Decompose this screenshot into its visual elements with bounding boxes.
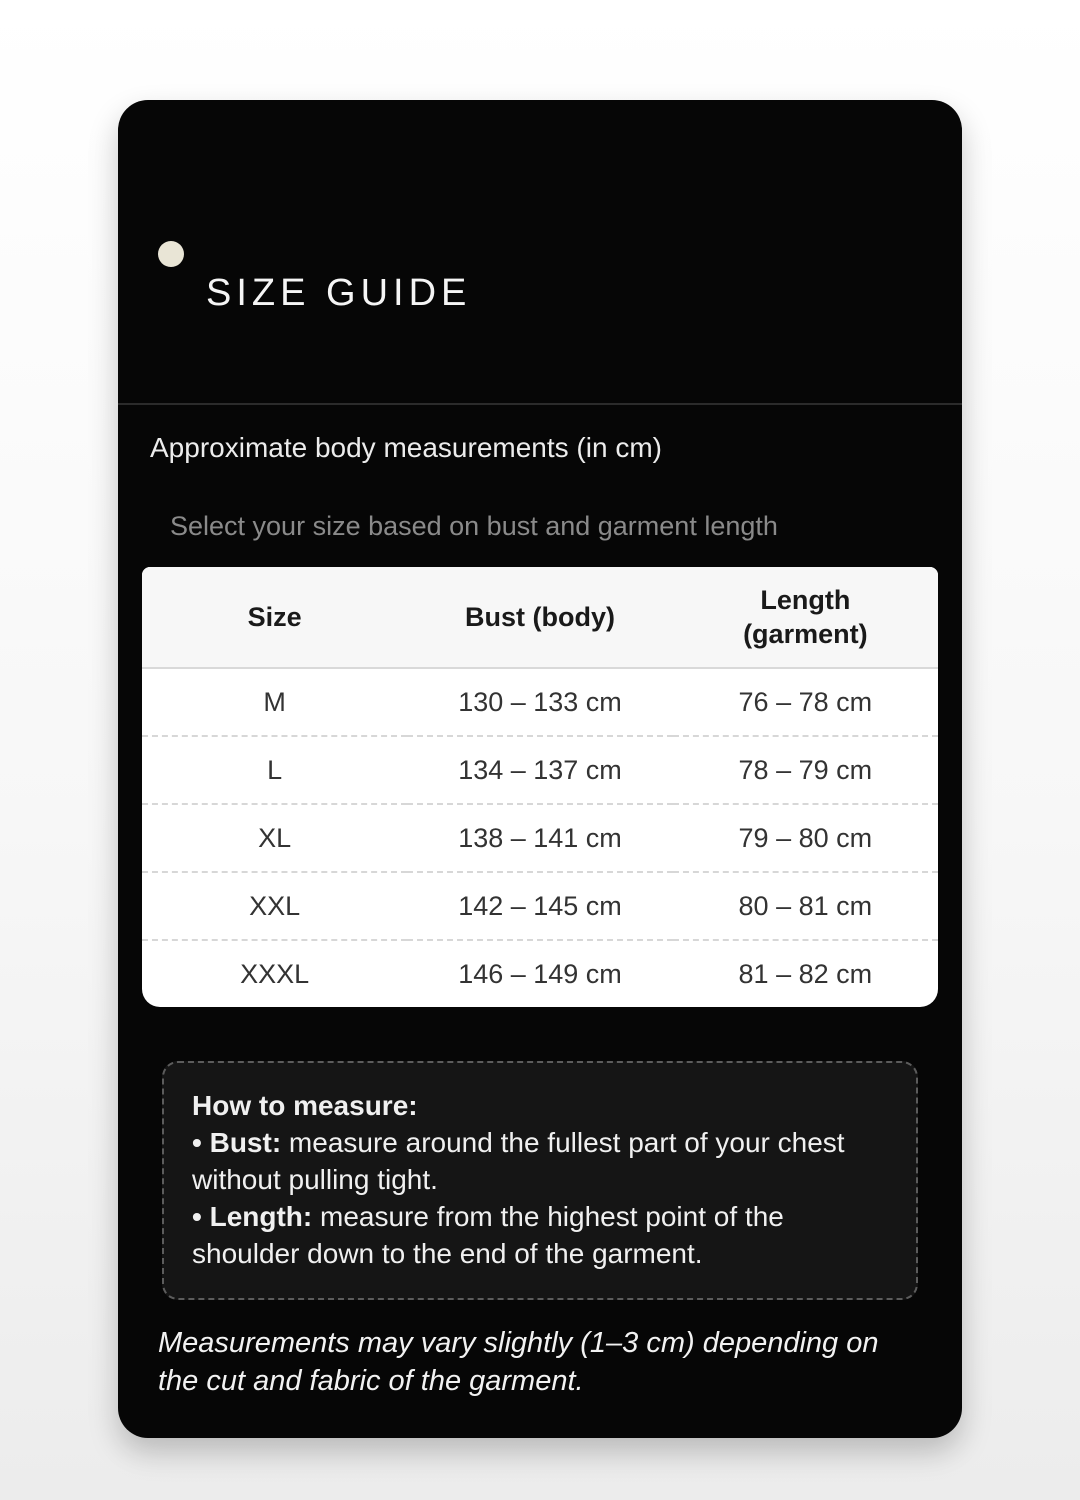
table-row [142, 736, 938, 804]
measurements-caption: Approximate body measurements (in cm) [150, 432, 662, 463]
table-row [142, 872, 938, 940]
brand-dot-icon [158, 241, 184, 267]
bullet-icon: • [192, 1201, 202, 1232]
length-cell: 79 – 80 cm [673, 804, 938, 872]
size-selection-hint: Select your size based on bust and garment length [170, 511, 778, 541]
size-cell: XL [142, 804, 407, 872]
length-cell: 80 – 81 cm [673, 872, 938, 940]
column-header-bust: Bust (body) [407, 567, 672, 668]
bust-cell: 130 – 133 cm [458, 686, 622, 717]
length-cell: 81 – 82 cm [673, 940, 938, 1007]
column-header-size: Size [142, 567, 407, 668]
size-cell: XXL [142, 872, 407, 940]
bust-cell: 138 – 141 cm [407, 804, 672, 872]
size-table-body [142, 668, 938, 1007]
page-title: SIZE GUIDE [206, 272, 472, 314]
how-to-measure-box [162, 1061, 918, 1300]
table-row [142, 940, 938, 1007]
bust-cell: 146 – 149 cm [407, 940, 672, 1007]
table-header-row [142, 567, 938, 668]
size-table-header [142, 567, 938, 668]
bust-instruction: measure around the fullest part of your chest without pulling tight. [192, 1127, 845, 1195]
column-header-length [673, 567, 938, 668]
bust-label: Bust: [209, 1127, 282, 1158]
card-body [118, 431, 962, 1400]
bust-cell: 142 – 145 cm [407, 872, 672, 940]
how-to-measure-length [192, 1198, 888, 1272]
length-cell: 76 – 78 cm [738, 686, 873, 717]
table-row [142, 804, 938, 872]
how-to-measure-title: How to measure: [192, 1090, 418, 1121]
size-cell: M [263, 686, 286, 717]
size-cell: XXXL [142, 940, 407, 1007]
size-cell: L [142, 736, 407, 804]
column-header-length-label: Length (garment) [743, 585, 868, 649]
bullet-icon: • [192, 1127, 202, 1158]
length-cell: 78 – 79 cm [673, 736, 938, 804]
disclaimer-note: Measurements may vary slightly (1–3 cm) depending on the cut and fabric of the garment. [158, 1327, 879, 1397]
length-label: Length: [209, 1201, 313, 1232]
size-guide-card [118, 100, 962, 1438]
bust-cell: 134 – 137 cm [407, 736, 672, 804]
length-instruction: measure from the highest point of the shoulder down to the end of the garment. [192, 1201, 784, 1269]
table-row [142, 668, 938, 736]
card-header [118, 100, 962, 405]
how-to-measure-bust [192, 1124, 888, 1198]
size-table [142, 567, 938, 1007]
